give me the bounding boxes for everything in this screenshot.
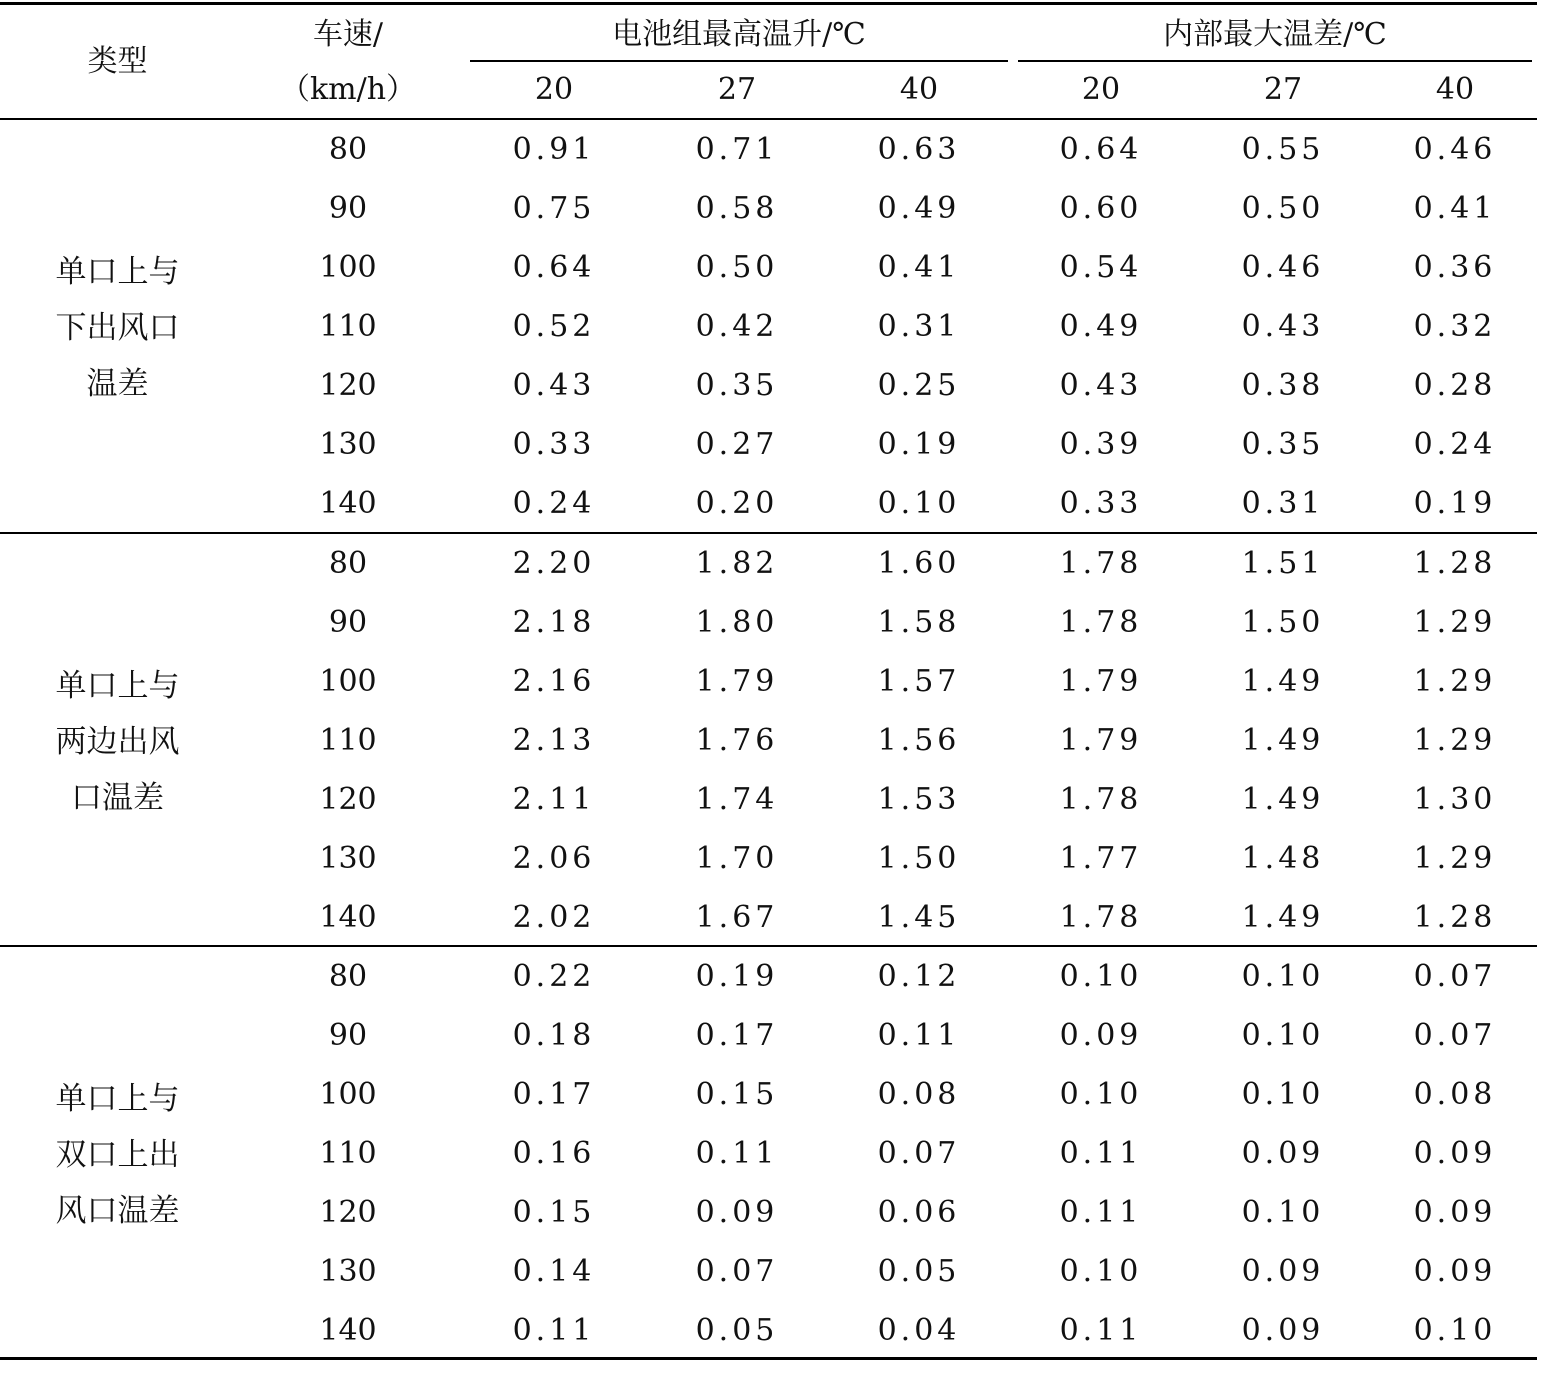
value-cell: 0.07 <box>1413 959 1497 994</box>
speed-cell: 90 <box>328 605 368 640</box>
value-cell: 0.10 <box>1059 959 1143 994</box>
value-cell: 0.46 <box>1413 132 1497 167</box>
value-cell: 0.08 <box>1413 1077 1497 1112</box>
table-row <box>0 888 1545 947</box>
value-cell: 0.49 <box>877 191 961 226</box>
group-name-line: 单口上与 <box>55 668 180 704</box>
value-cell: 1.49 <box>1241 664 1325 699</box>
value-cell: 2.11 <box>512 782 596 817</box>
header-sub-col: 40 <box>899 72 939 107</box>
value-cell: 2.02 <box>512 900 596 935</box>
value-cell: 1.74 <box>695 782 779 817</box>
row-group <box>0 120 1545 532</box>
value-cell: 0.24 <box>512 486 596 521</box>
value-cell: 1.82 <box>695 546 779 581</box>
value-cell: 0.32 <box>1413 309 1497 344</box>
value-cell: 0.25 <box>877 368 961 403</box>
speed-cell: 130 <box>319 841 377 876</box>
value-cell: 1.58 <box>877 605 961 640</box>
group-name-line: 两边出风 <box>55 724 180 760</box>
value-cell: 1.48 <box>1241 841 1325 876</box>
value-cell: 0.22 <box>512 959 596 994</box>
header-max-temp-rise: 电池组最高温升/℃ <box>612 17 866 52</box>
value-cell: 1.29 <box>1413 664 1497 699</box>
value-cell: 0.41 <box>877 250 961 285</box>
value-cell: 1.78 <box>1059 546 1143 581</box>
value-cell: 1.78 <box>1059 782 1143 817</box>
value-cell: 1.28 <box>1413 900 1497 935</box>
value-cell: 1.57 <box>877 664 961 699</box>
value-cell: 1.49 <box>1241 782 1325 817</box>
value-cell: 0.19 <box>877 427 961 462</box>
value-cell: 0.60 <box>1059 191 1143 226</box>
value-cell: 0.10 <box>1059 1077 1143 1112</box>
value-cell: 0.17 <box>695 1018 779 1053</box>
speed-cell: 140 <box>319 486 377 521</box>
value-cell: 0.11 <box>695 1136 779 1171</box>
value-cell: 0.10 <box>1241 1195 1325 1230</box>
group-name-line: 双口上出 <box>55 1137 180 1173</box>
value-cell: 0.28 <box>1413 368 1497 403</box>
value-cell: 0.09 <box>1413 1254 1497 1289</box>
value-cell: 0.15 <box>695 1077 779 1112</box>
group-name-line: 下出风口 <box>55 310 180 346</box>
value-cell: 0.49 <box>1059 309 1143 344</box>
value-cell: 0.05 <box>877 1254 961 1289</box>
header-sub-col: 27 <box>717 72 757 107</box>
table-row <box>0 711 1545 770</box>
value-cell: 2.16 <box>512 664 596 699</box>
value-cell: 0.33 <box>512 427 596 462</box>
value-cell: 0.63 <box>877 132 961 167</box>
value-cell: 0.11 <box>512 1313 596 1348</box>
speed-cell: 100 <box>319 250 377 285</box>
header-sub-col: 20 <box>534 72 574 107</box>
value-cell: 0.11 <box>1059 1313 1143 1348</box>
value-cell: 0.10 <box>1413 1313 1497 1348</box>
value-cell: 0.09 <box>1241 1313 1325 1348</box>
value-cell: 0.09 <box>1241 1254 1325 1289</box>
value-cell: 0.43 <box>1059 368 1143 403</box>
value-cell: 1.70 <box>695 841 779 876</box>
value-cell: 0.11 <box>1059 1195 1143 1230</box>
table-row <box>0 1242 1545 1301</box>
value-cell: 0.31 <box>877 309 961 344</box>
value-cell: 0.43 <box>512 368 596 403</box>
value-cell: 0.10 <box>877 486 961 521</box>
table-top-rule <box>0 2 1537 5</box>
speed-cell: 110 <box>319 309 377 344</box>
group-name-line: 温差 <box>86 366 149 402</box>
table-row <box>0 534 1545 593</box>
speed-cell: 80 <box>328 132 368 167</box>
speed-cell: 140 <box>319 1313 377 1348</box>
table-row <box>0 1065 1545 1124</box>
group-name-line: 单口上与 <box>55 1081 180 1117</box>
value-cell: 0.91 <box>512 132 596 167</box>
table-row <box>0 1183 1545 1242</box>
table-row <box>0 1006 1545 1065</box>
speed-cell: 90 <box>328 1018 368 1053</box>
table-row <box>0 120 1545 179</box>
speed-cell: 140 <box>319 900 377 935</box>
table-row <box>0 829 1545 888</box>
value-cell: 1.80 <box>695 605 779 640</box>
header-subrule-temp-rise <box>470 60 1008 62</box>
value-cell: 1.50 <box>1241 605 1325 640</box>
value-cell: 0.75 <box>512 191 596 226</box>
header-sub-col: 27 <box>1263 72 1303 107</box>
value-cell: 0.04 <box>877 1313 961 1348</box>
value-cell: 1.56 <box>877 723 961 758</box>
speed-cell: 120 <box>319 1195 377 1230</box>
group-name-line: 风口温差 <box>55 1193 180 1229</box>
value-cell: 1.76 <box>695 723 779 758</box>
value-cell: 0.07 <box>695 1254 779 1289</box>
speed-cell: 130 <box>319 427 377 462</box>
value-cell: 1.49 <box>1241 723 1325 758</box>
group-name-line: 单口上与 <box>55 254 180 290</box>
value-cell: 0.58 <box>695 191 779 226</box>
value-cell: 2.06 <box>512 841 596 876</box>
table-bottom-rule <box>0 1357 1537 1360</box>
value-cell: 0.43 <box>1241 309 1325 344</box>
table-row <box>0 770 1545 829</box>
value-cell: 1.79 <box>1059 664 1143 699</box>
speed-cell: 120 <box>319 368 377 403</box>
value-cell: 0.14 <box>512 1254 596 1289</box>
value-cell: 0.42 <box>695 309 779 344</box>
value-cell: 1.29 <box>1413 841 1497 876</box>
row-group <box>0 534 1545 945</box>
value-cell: 0.39 <box>1059 427 1143 462</box>
value-cell: 0.35 <box>1241 427 1325 462</box>
value-cell: 0.10 <box>1059 1254 1143 1289</box>
value-cell: 0.33 <box>1059 486 1143 521</box>
value-cell: 0.11 <box>1059 1136 1143 1171</box>
value-cell: 0.19 <box>1413 486 1497 521</box>
value-cell: 0.35 <box>695 368 779 403</box>
value-cell: 1.45 <box>877 900 961 935</box>
value-cell: 1.77 <box>1059 841 1143 876</box>
value-cell: 0.11 <box>877 1018 961 1053</box>
header-type: 类型 <box>87 44 148 79</box>
value-cell: 1.49 <box>1241 900 1325 935</box>
value-cell: 1.29 <box>1413 723 1497 758</box>
value-cell: 0.05 <box>695 1313 779 1348</box>
value-cell: 0.09 <box>1413 1136 1497 1171</box>
value-cell: 1.29 <box>1413 605 1497 640</box>
row-group <box>0 947 1545 1357</box>
value-cell: 0.38 <box>1241 368 1325 403</box>
value-cell: 1.28 <box>1413 546 1497 581</box>
value-cell: 1.79 <box>1059 723 1143 758</box>
value-cell: 0.06 <box>877 1195 961 1230</box>
value-cell: 0.10 <box>1241 1077 1325 1112</box>
value-cell: 0.18 <box>512 1018 596 1053</box>
speed-cell: 130 <box>319 1254 377 1289</box>
speed-cell: 110 <box>319 1136 377 1171</box>
header-sub-col: 40 <box>1435 72 1475 107</box>
value-cell: 1.50 <box>877 841 961 876</box>
value-cell: 0.10 <box>1241 1018 1325 1053</box>
header-speed: 车速/ <box>312 17 384 52</box>
value-cell: 0.41 <box>1413 191 1497 226</box>
table-row <box>0 947 1545 1006</box>
value-cell: 0.27 <box>695 427 779 462</box>
header-speed-unit: （km/h） <box>279 72 417 107</box>
value-cell: 0.36 <box>1413 250 1497 285</box>
value-cell: 0.12 <box>877 959 961 994</box>
value-cell: 0.10 <box>1241 959 1325 994</box>
value-cell: 0.15 <box>512 1195 596 1230</box>
value-cell: 1.67 <box>695 900 779 935</box>
value-cell: 0.09 <box>1413 1195 1497 1230</box>
value-cell: 0.71 <box>695 132 779 167</box>
value-cell: 0.54 <box>1059 250 1143 285</box>
value-cell: 2.18 <box>512 605 596 640</box>
table-row <box>0 652 1545 711</box>
header-subrule-temp-diff <box>1018 60 1532 62</box>
value-cell: 0.55 <box>1241 132 1325 167</box>
value-cell: 0.09 <box>1059 1018 1143 1053</box>
value-cell: 0.16 <box>512 1136 596 1171</box>
speed-cell: 110 <box>319 723 377 758</box>
value-cell: 0.52 <box>512 309 596 344</box>
table-row <box>0 415 1545 474</box>
table-row <box>0 1124 1545 1183</box>
value-cell: 0.09 <box>695 1195 779 1230</box>
value-cell: 0.64 <box>512 250 596 285</box>
value-cell: 1.78 <box>1059 605 1143 640</box>
value-cell: 0.46 <box>1241 250 1325 285</box>
value-cell: 1.53 <box>877 782 961 817</box>
value-cell: 0.17 <box>512 1077 596 1112</box>
table-row <box>0 297 1545 356</box>
value-cell: 1.78 <box>1059 900 1143 935</box>
header-sub-col: 20 <box>1081 72 1121 107</box>
group-name-line: 口温差 <box>71 780 164 816</box>
speed-cell: 100 <box>319 664 377 699</box>
value-cell: 1.51 <box>1241 546 1325 581</box>
value-cell: 0.20 <box>695 486 779 521</box>
value-cell: 1.30 <box>1413 782 1497 817</box>
speed-cell: 90 <box>328 191 368 226</box>
speed-cell: 120 <box>319 782 377 817</box>
speed-cell: 80 <box>328 959 368 994</box>
value-cell: 0.50 <box>1241 191 1325 226</box>
value-cell: 0.31 <box>1241 486 1325 521</box>
value-cell: 1.60 <box>877 546 961 581</box>
table-row <box>0 356 1545 415</box>
value-cell: 0.07 <box>1413 1018 1497 1053</box>
table-row <box>0 238 1545 297</box>
table-row <box>0 179 1545 238</box>
table-row <box>0 593 1545 652</box>
speed-cell: 80 <box>328 546 368 581</box>
value-cell: 2.20 <box>512 546 596 581</box>
value-cell: 0.50 <box>695 250 779 285</box>
value-cell: 1.79 <box>695 664 779 699</box>
value-cell: 0.24 <box>1413 427 1497 462</box>
value-cell: 0.07 <box>877 1136 961 1171</box>
value-cell: 2.13 <box>512 723 596 758</box>
table-row <box>0 474 1545 533</box>
speed-cell: 100 <box>319 1077 377 1112</box>
value-cell: 0.19 <box>695 959 779 994</box>
header-max-internal-temp-diff: 内部最大温差/℃ <box>1163 17 1387 52</box>
value-cell: 0.09 <box>1241 1136 1325 1171</box>
value-cell: 0.08 <box>877 1077 961 1112</box>
value-cell: 0.64 <box>1059 132 1143 167</box>
table-row <box>0 1301 1545 1360</box>
